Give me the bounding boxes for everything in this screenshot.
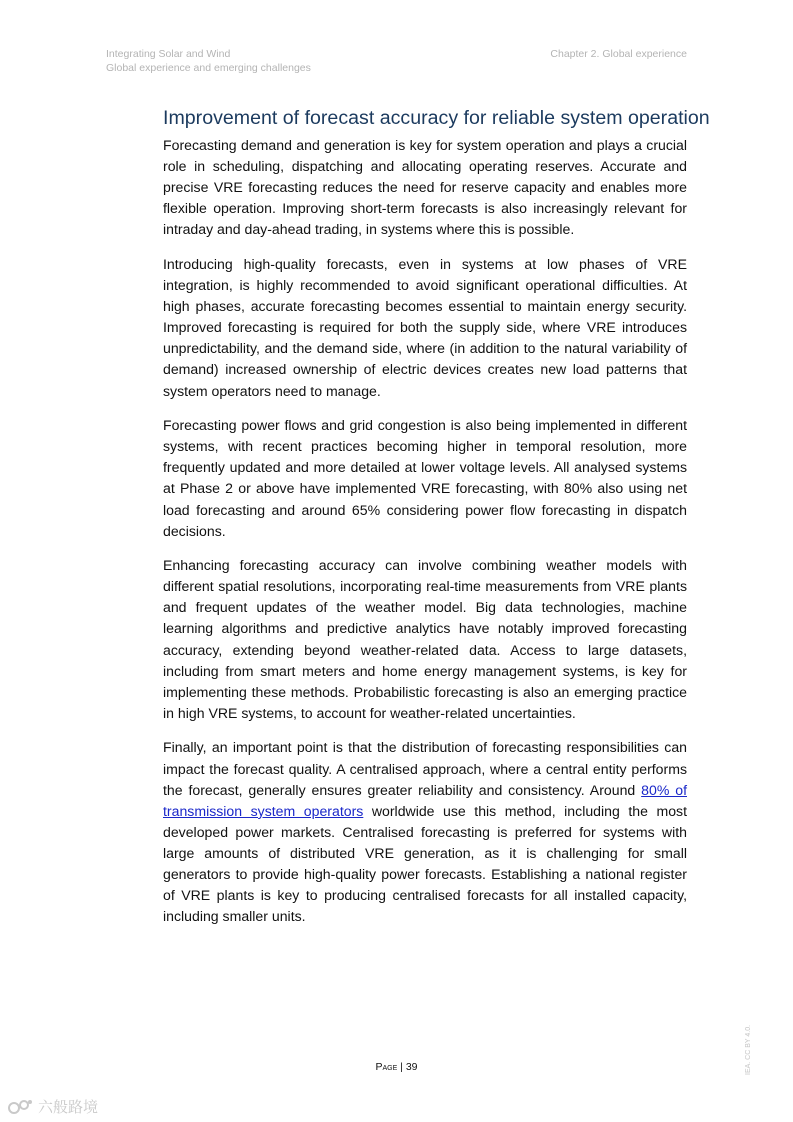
- header-report-title: Integrating Solar and Wind: [106, 48, 231, 60]
- watermark-text: 六般路境: [38, 1099, 99, 1116]
- header-chapter: Chapter 2. Global experience: [550, 48, 687, 60]
- watermark: [8, 1096, 98, 1117]
- page-number: 39: [405, 1061, 418, 1073]
- license-note: IEA. CC BY 4.0.: [745, 1024, 752, 1075]
- page-footer: [0, 1061, 793, 1073]
- paragraph-3: Forecasting power flows and grid congestion is also being implemented in different systems, with recent practices becoming higher in temporal resolution, more frequently updated and more detailed at lower voltage levels. All analysed systems at Phase 2 or above have implemented VRE forecasting, with 80% also using net load forecasting and around 65% considering power flow forecasting in dispatch decisions.: [163, 417, 687, 539]
- header-report-subtitle: Global experience and emerging challenges: [106, 62, 311, 74]
- paragraph-5-text-start: Finally, an important point is that the distribution of forecasting responsibilities can impact the forecast quality. A centralised approach, where a central entity performs the forecast, generally ensures greater reliability and consistency. Around: [163, 739, 687, 798]
- body-text: [163, 135, 687, 941]
- camera-logo-icon: [8, 1099, 34, 1115]
- paragraph-5: [163, 737, 687, 927]
- paragraph-1: Forecasting demand and generation is key for system operation and plays a crucial role in scheduling, dispatching and allocating operating reserves. Accurate and precise VRE forecasting reduces the need for reserve capacity and enables more flexible operation. Improving short-term forecasts is also increasingly relevant for intraday and day-ahead trading, in systems where this is possible.: [163, 137, 687, 238]
- page-separator: |: [397, 1061, 406, 1073]
- section-title: Improvement of forecast accuracy for reliable system operation: [163, 107, 710, 129]
- running-header-left: [106, 47, 311, 75]
- paragraph-5-text-end: worldwide use this method, including the most developed power markets. Centralised forecasting is preferred for systems with large amounts of distributed VRE generation, as it is challenging for small generators to provide high-quality power forecasts. Establishing a national register of VRE plants is key to producing centralised forecasts for all installed capacity, including smaller units.: [163, 802, 687, 925]
- paragraph-4: Enhancing forecasting accuracy can involve combining weather models with different spatial resolutions, incorporating real-time measurements from VRE plants and frequent updates of the weather model. Big data technologies, machine learning algorithms and predictive analytics have notably improved forecasting accuracy, extending beyond weather-related data. Access to large datasets, including from smart meters and home energy management systems, is key for implementing these methods. Probabilistic forecasting is also an emerging practice in high VRE systems, to account for weather-related uncertainties.: [163, 557, 687, 721]
- paragraph-2: Introducing high-quality forecasts, even in systems at low phases of VRE integration, is highly recommended to avoid significant operational difficulties. At high phases, accurate forecasting becomes essential to maintain energy security. Improved forecasting is required for both the supply side, where VRE introduces unpredictability, and the demand side, where (in addition to the natural variability of demand) increased ownership of electric devices creates new load patterns that system operators need to manage.: [163, 255, 687, 399]
- tso-forecasting-link[interactable]: 80% of transmission system operators: [163, 781, 687, 819]
- page-label: Page: [375, 1061, 398, 1073]
